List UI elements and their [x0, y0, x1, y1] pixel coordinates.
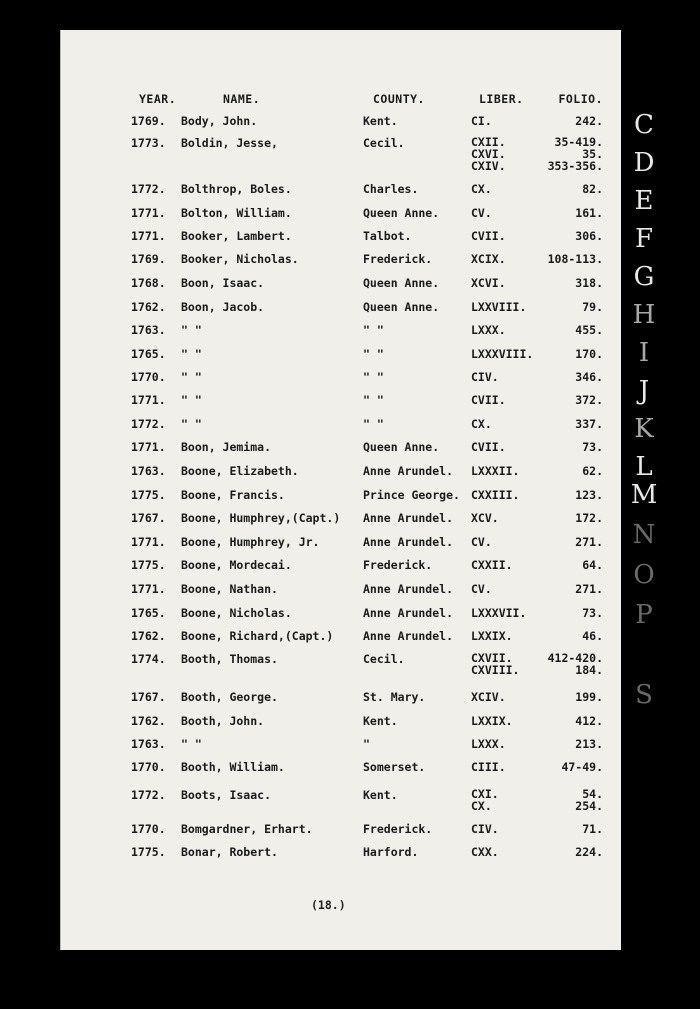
cell-year: 1771. [131, 582, 166, 596]
cell-name: Booker, Lambert. [181, 229, 292, 243]
cell-folio: 47-49. [561, 760, 603, 774]
cell-liber: XCVI. [471, 276, 506, 290]
cell-name: Boon, Jacob. [181, 300, 265, 314]
cell-liber: CXXIII. [471, 488, 520, 502]
cell-folio: 271. [575, 582, 603, 596]
cell-year: 1771. [131, 393, 166, 407]
table-row [61, 737, 621, 757]
table-row [61, 440, 621, 460]
cell-county: " [363, 737, 370, 751]
table-row [61, 714, 621, 734]
cell-liber: CX. [471, 417, 492, 431]
cell-folio: 54. 254. [575, 787, 603, 813]
cell-year: 1771. [131, 229, 166, 243]
header-year: YEAR. [139, 92, 177, 106]
cell-year: 1772. [131, 417, 166, 431]
cell-year: 1767. [131, 690, 166, 704]
cell-name: " " [181, 323, 202, 337]
cell-county: " " [363, 393, 384, 407]
cell-year: 1775. [131, 845, 166, 859]
cell-folio: 199. [575, 690, 603, 704]
cell-year: 1763. [131, 323, 166, 337]
index-tab-c: C [634, 110, 654, 140]
cell-name: " " [181, 347, 202, 361]
cell-folio: 455. [575, 323, 603, 337]
cell-year: 1769. [131, 114, 166, 128]
cell-name: " " [181, 370, 202, 384]
table-row [61, 690, 621, 710]
index-tab-g: G [633, 262, 655, 292]
table-header [61, 92, 621, 112]
cell-liber: CIV. [471, 822, 499, 836]
cell-year: 1772. [131, 182, 166, 196]
header-liber: LIBER. [479, 92, 524, 106]
cell-folio: 306. [575, 229, 603, 243]
table-row [61, 393, 621, 413]
cell-name: Bolton, William. [181, 206, 292, 220]
cell-county: Anne Arundel. [363, 606, 454, 620]
cell-folio: 73. [582, 606, 603, 620]
cell-folio: 346. [575, 370, 603, 384]
header-name: NAME. [223, 92, 261, 106]
cell-county: Anne Arundel. [363, 629, 454, 643]
cell-name: " " [181, 393, 202, 407]
cell-year: 1770. [131, 760, 166, 774]
cell-county: Queen Anne. [363, 206, 440, 220]
cell-county: Frederick. [363, 558, 433, 572]
cell-liber: CI. [471, 114, 492, 128]
cell-folio: 318. [575, 276, 603, 290]
cell-name: Boone, Francis. [181, 488, 285, 502]
cell-year: 1768. [131, 276, 166, 290]
cell-name: Bonar, Robert. [181, 845, 278, 859]
index-tab-strip [626, 110, 658, 730]
cell-name: Boots, Isaac. [181, 788, 272, 802]
cell-year: 1773. [131, 136, 166, 150]
cell-year: 1765. [131, 347, 166, 361]
cell-liber: CVII. [471, 393, 506, 407]
cell-county: Kent. [363, 714, 398, 728]
cell-folio: 46. [582, 629, 603, 643]
cell-county: Anne Arundel. [363, 535, 454, 549]
cell-folio: 73. [582, 440, 603, 454]
cell-liber: CVII. [471, 229, 506, 243]
cell-county: Frederick. [363, 252, 433, 266]
table-row [61, 370, 621, 390]
cell-name: Boone, Humphrey, Jr. [181, 535, 320, 549]
header-folio: FOLIO. [558, 92, 603, 106]
cell-folio: 224. [575, 845, 603, 859]
cell-folio: 242. [575, 114, 603, 128]
ledger-page [60, 30, 621, 950]
cell-year: 1770. [131, 822, 166, 836]
cell-name: Boone, Mordecai. [181, 558, 292, 572]
table-row [61, 276, 621, 296]
table-row [61, 511, 621, 531]
cell-year: 1767. [131, 511, 166, 525]
cell-liber: LXXX. [471, 323, 506, 337]
index-tab-e: E [634, 186, 654, 216]
table-row [61, 488, 621, 508]
cell-folio: 213. [575, 737, 603, 751]
cell-county: St. Mary. [363, 690, 426, 704]
cell-liber: XCIX. [471, 252, 506, 266]
cell-liber: CIII. [471, 760, 506, 774]
index-tab-p: P [635, 600, 653, 630]
cell-year: 1775. [131, 558, 166, 572]
table-row [61, 606, 621, 626]
cell-liber: CXXII. [471, 558, 513, 572]
cell-folio: 79. [582, 300, 603, 314]
cell-county: " " [363, 417, 384, 431]
cell-liber: CXII. CXVI. CXIV. [471, 135, 506, 173]
index-tab-j: J [638, 376, 650, 406]
cell-year: 1772. [131, 788, 166, 802]
cell-liber: LXXIX. [471, 714, 513, 728]
cell-liber: CXVII. CXVIII. [471, 651, 520, 677]
cell-liber: LXXXII. [471, 464, 520, 478]
cell-folio: 337. [575, 417, 603, 431]
table-row [61, 135, 621, 173]
cell-county: " " [363, 323, 384, 337]
cell-county: Queen Anne. [363, 440, 440, 454]
cell-folio: 170. [575, 347, 603, 361]
index-tab-n: N [632, 520, 656, 550]
cell-county: Harford. [363, 845, 419, 859]
cell-year: 1770. [131, 370, 166, 384]
cell-year: 1771. [131, 440, 166, 454]
cell-year: 1762. [131, 300, 166, 314]
table-row [61, 114, 621, 134]
index-tab-o: O [633, 560, 655, 590]
cell-liber: LXXXVIII. [471, 347, 534, 361]
cell-county: Kent. [363, 114, 398, 128]
cell-folio: 62. [582, 464, 603, 478]
cell-name: " " [181, 417, 202, 431]
index-tab-f: F [634, 224, 654, 254]
cell-year: 1765. [131, 606, 166, 620]
cell-folio: 64. [582, 558, 603, 572]
table-row [61, 558, 621, 578]
cell-county: Anne Arundel. [363, 464, 454, 478]
table-row [61, 323, 621, 343]
cell-liber: XCV. [471, 511, 499, 525]
index-tab-m: M [630, 480, 658, 510]
cell-county: Somerset. [363, 760, 426, 774]
cell-name: Bolthrop, Boles. [181, 182, 292, 196]
table-row [61, 229, 621, 249]
table-row [61, 206, 621, 226]
cell-folio: 123. [575, 488, 603, 502]
cell-year: 1771. [131, 206, 166, 220]
cell-name: Booth, Thomas. [181, 652, 278, 666]
cell-folio: 412. [575, 714, 603, 728]
cell-name: Body, John. [181, 114, 258, 128]
cell-liber: CV. [471, 535, 492, 549]
cell-folio: 161. [575, 206, 603, 220]
cell-county: Frederick. [363, 822, 433, 836]
cell-folio: 82. [582, 182, 603, 196]
cell-name: Boone, Elizabeth. [181, 464, 299, 478]
cell-name: Boon, Jemima. [181, 440, 272, 454]
cell-folio: 412-420. 184. [547, 651, 603, 677]
cell-county: Charles. [363, 182, 419, 196]
index-tab-s: S [635, 680, 653, 710]
cell-folio: 271. [575, 535, 603, 549]
index-tab-d: D [633, 148, 655, 178]
cell-name: Boon, Isaac. [181, 276, 265, 290]
index-tab-i: I [638, 338, 650, 368]
cell-name: Boone, Nicholas. [181, 606, 292, 620]
cell-name: Booker, Nicholas. [181, 252, 299, 266]
cell-year: 1769. [131, 252, 166, 266]
table-row [61, 300, 621, 320]
cell-year: 1763. [131, 737, 166, 751]
cell-folio: 35-419. 35. 353-356. [547, 135, 603, 173]
cell-year: 1762. [131, 714, 166, 728]
cell-year: 1775. [131, 488, 166, 502]
table-row [61, 822, 621, 842]
cell-folio: 71. [582, 822, 603, 836]
cell-county: Anne Arundel. [363, 511, 454, 525]
table-row [61, 252, 621, 272]
index-tab-l: L [635, 452, 653, 482]
table-row [61, 582, 621, 602]
cell-liber: CVII. [471, 440, 506, 454]
cell-folio: 172. [575, 511, 603, 525]
cell-liber: CX. [471, 182, 492, 196]
cell-year: 1763. [131, 464, 166, 478]
cell-name: Boone, Humphrey,(Capt.) [181, 511, 341, 525]
cell-liber: CIV. [471, 370, 499, 384]
cell-year: 1771. [131, 535, 166, 549]
cell-liber: LXXIX. [471, 629, 513, 643]
cell-county: Kent. [363, 788, 398, 802]
cell-liber: CV. [471, 582, 492, 596]
header-county: COUNTY. [373, 92, 425, 106]
page-number: (18.) [311, 898, 346, 912]
cell-county: Queen Anne. [363, 300, 440, 314]
cell-county: " " [363, 370, 384, 384]
cell-folio: 108-113. [547, 252, 603, 266]
table-row [61, 417, 621, 437]
cell-name: Boone, Richard,(Capt.) [181, 629, 334, 643]
cell-county: Queen Anne. [363, 276, 440, 290]
cell-name: Boldin, Jesse, [181, 136, 278, 150]
index-tab-h: H [632, 300, 656, 330]
cell-name: " " [181, 737, 202, 751]
cell-liber: CXI. CX. [471, 787, 499, 813]
cell-year: 1774. [131, 652, 166, 666]
cell-county: Cecil. [363, 136, 405, 150]
table-row [61, 787, 621, 813]
cell-liber: LXXXVII. [471, 606, 527, 620]
table-row [61, 182, 621, 202]
cell-name: Booth, John. [181, 714, 265, 728]
cell-county: Talbot. [363, 229, 412, 243]
table-row [61, 464, 621, 484]
cell-county: " " [363, 347, 384, 361]
table-row [61, 760, 621, 780]
cell-name: Bomgardner, Erhart. [181, 822, 313, 836]
table-row [61, 845, 621, 865]
cell-folio: 372. [575, 393, 603, 407]
cell-county: Cecil. [363, 652, 405, 666]
cell-year: 1762. [131, 629, 166, 643]
cell-liber: LXXVIII. [471, 300, 527, 314]
cell-liber: CV. [471, 206, 492, 220]
cell-county: Anne Arundel. [363, 582, 454, 596]
cell-liber: XCIV. [471, 690, 506, 704]
cell-liber: CXX. [471, 845, 499, 859]
table-row [61, 347, 621, 367]
table-row [61, 535, 621, 555]
table-row [61, 629, 621, 649]
table-row [61, 651, 621, 677]
cell-liber: LXXX. [471, 737, 506, 751]
cell-name: Booth, George. [181, 690, 278, 704]
index-tab-k: K [634, 414, 654, 444]
cell-name: Booth, William. [181, 760, 285, 774]
cell-county: Prince George. [363, 488, 460, 502]
cell-name: Boone, Nathan. [181, 582, 278, 596]
